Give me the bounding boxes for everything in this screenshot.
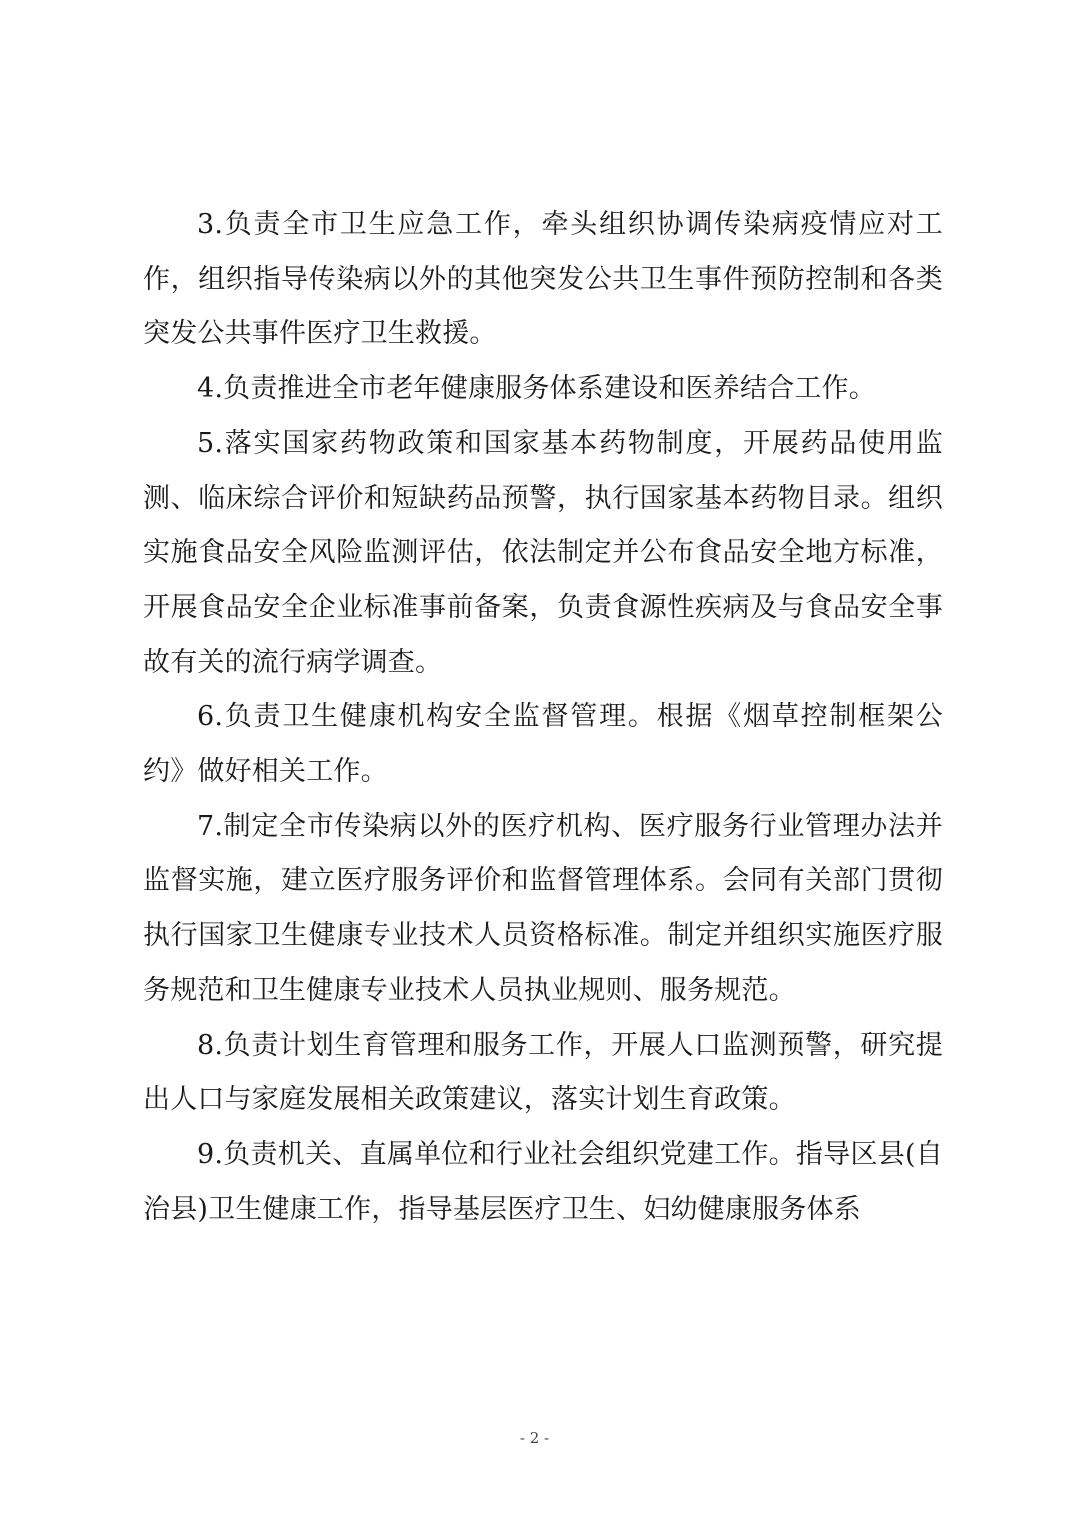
page-number: - 2 -: [519, 1429, 550, 1447]
paragraph-8: 8.负责计划生育管理和服务工作，开展人口监测预警，研究提出人口与家庭发展相关政策建议，落实计划生育政策。: [143, 1029, 943, 1116]
paragraph-3: 3.负责全市卫生应急工作，牵头组织协调传染病疫情应对工作，组织指导传染病以外的其他突发公共卫生事件预防控制和各类突发公共事件医疗卫生救援。: [143, 209, 943, 350]
paragraph-5: 5.落实国家药物政策和国家基本药物制度，开展药品使用监测、临床综合评价和短缺药品预警，执行国家基本药物目录。组织实施食品安全风险监测评估，依法制定并公布食品安全地方标准，开展食品安全企业标准事前备案，负责食源性疾病及与食品安全事故有关的流行病学调查。: [143, 427, 943, 678]
document-body: [143, 198, 943, 1237]
paragraph-6: 6.负责卫生健康机构安全监督管理。根据《烟草控制框架公约》做好相关工作。: [143, 701, 943, 788]
paragraph-7: 7.制定全市传染病以外的医疗机构、医疗服务行业管理办法并监督实施，建立医疗服务评价和监督管理体系。会同有关部门贯彻执行国家卫生健康专业技术人员资格标准。制定并组织实施医疗服务规范和卫生健康专业技术人员执业规则、服务规范。: [143, 810, 943, 1006]
paragraph-4: 4.负责推进全市老年健康服务体系建设和医养结合工作。: [197, 373, 876, 405]
paragraph-9: 9.负责机关、直属单位和行业社会组织党建工作。指导区县(自治县)卫生健康工作，指导基层医疗卫生、妇幼健康服务体系: [143, 1138, 943, 1225]
